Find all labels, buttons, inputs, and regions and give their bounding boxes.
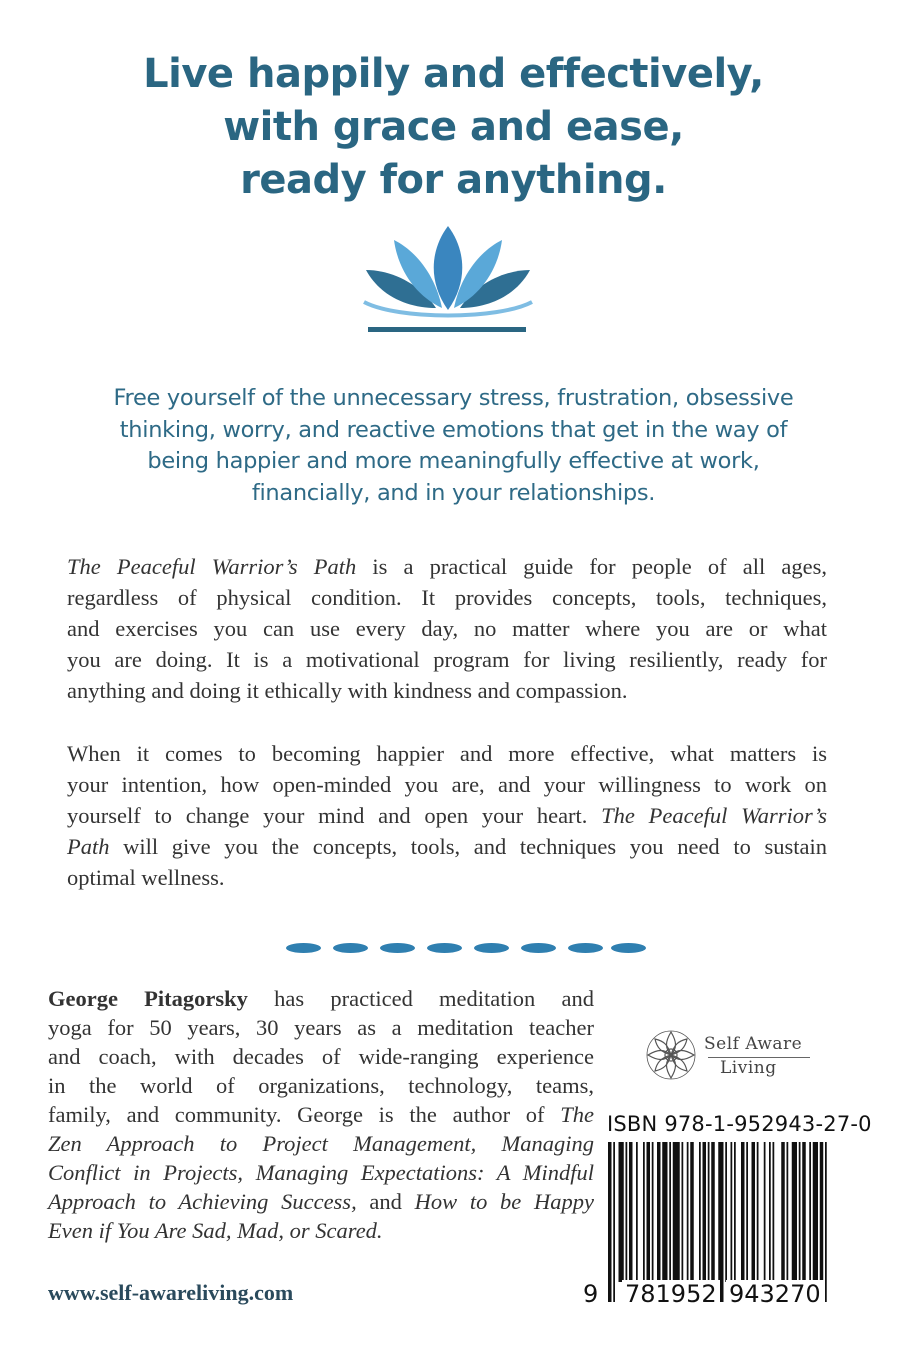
- bio-line-7: [48, 1158, 594, 1187]
- barcode-bar: [643, 1142, 645, 1282]
- bio-line-2: yoga for 50 years, 30 years as a meditation teacher: [48, 1015, 594, 1040]
- bio-line-1: [48, 984, 594, 1013]
- barcode-bar: [752, 1142, 756, 1282]
- intro-line-1: Free yourself of the unnecessary stress, frustration, obsessive: [113, 385, 794, 411]
- intro-text: [40, 383, 867, 509]
- bio-line-3: and coach, with decades of wide-ranging experience: [48, 1044, 594, 1069]
- barcode-bar: [820, 1142, 824, 1282]
- author-bio: [48, 984, 594, 1245]
- bio-titles: Zen Approach to Project Management, Managing: [48, 1131, 594, 1156]
- p2-line-4: [67, 831, 827, 862]
- barcode-bar: [626, 1142, 628, 1282]
- headline-line-1: Live happily and effectively,: [143, 51, 764, 97]
- p1-line-1: [67, 551, 827, 582]
- divider-dot: [474, 943, 509, 953]
- barcode-bar: [669, 1142, 671, 1282]
- bio-titles: Conflict in Projects, Managing Expectations: A Mindful: [48, 1160, 594, 1185]
- barcode-bar: [792, 1142, 797, 1282]
- barcode-bar: [652, 1142, 654, 1282]
- barcode-bar: [725, 1142, 727, 1282]
- publisher-logo: [640, 1024, 815, 1084]
- barcode-bar: [703, 1142, 707, 1282]
- p2-line-2: your intention, how open-minded you are, and your willingness to work on: [67, 772, 827, 797]
- barcode-bar: [662, 1142, 667, 1282]
- p1-line-4: you are doing. It is a motivational program for living resiliently, ready for: [67, 647, 827, 672]
- p2-line-4-text: will give you the concepts, tools, and techniques you need to sustain: [109, 834, 827, 859]
- website-url[interactable]: www.self-awareliving.com: [48, 1280, 294, 1305]
- book-title-end: Path: [67, 834, 110, 859]
- divider-dot: [521, 943, 556, 953]
- bio-line-4: in the world of organizations, technology, teams,: [48, 1073, 594, 1098]
- bio-line-5-text: family, and community. George is the author of: [48, 1102, 561, 1127]
- barcode-bar: [825, 1142, 827, 1302]
- bio-line-8-text: and: [356, 1189, 415, 1214]
- barcode-bar: [699, 1142, 701, 1282]
- barcode-bar: [731, 1142, 733, 1282]
- divider-dot: [611, 943, 646, 953]
- divider-dot: [427, 943, 462, 953]
- bio-line-8: [48, 1187, 594, 1216]
- barcode-bar: [781, 1142, 785, 1282]
- barcode-bar: [608, 1142, 612, 1302]
- barcode-bar: [687, 1142, 689, 1282]
- bio-title: Approach to Achieving Success,: [48, 1189, 357, 1214]
- barcode-bar: [773, 1142, 775, 1282]
- barcode-bar: [769, 1142, 771, 1282]
- barcode-bar: [711, 1142, 715, 1282]
- description-paragraph-1: [67, 551, 827, 706]
- bio-title: The: [560, 1102, 594, 1127]
- barcode-bar: [629, 1142, 633, 1282]
- barcode-bar: [682, 1142, 684, 1282]
- barcode-bar: [636, 1142, 638, 1282]
- bio-title: How to be Happy: [414, 1189, 594, 1214]
- barcode-bars: [608, 1142, 832, 1302]
- barcode-bar: [647, 1142, 651, 1282]
- barcode-bar: [757, 1142, 759, 1282]
- p2-line-3: [67, 800, 827, 831]
- intro-line-2: thinking, worry, and reactive emotions that get in the way of: [119, 416, 788, 443]
- barcode-digits-right: 943270: [726, 1280, 824, 1308]
- p2-line-3-text: yourself to change your mind and open your heart.: [67, 803, 602, 828]
- book-title: The Peaceful Warrior’s: [601, 803, 827, 828]
- barcode-bar: [787, 1142, 789, 1282]
- publisher-line-2: Living: [720, 1058, 777, 1078]
- publisher-line-1: Self Aware: [704, 1034, 803, 1054]
- bio-title: Even if You Are Sad, Mad, or Scared.: [48, 1218, 383, 1243]
- headline: [0, 48, 907, 207]
- divider-dot: [568, 943, 603, 953]
- bio-line-5: [48, 1100, 594, 1129]
- divider-dot: [286, 943, 321, 953]
- p2-line-1: When it comes to becoming happier and more effective, what matters is: [67, 741, 827, 766]
- isbn-label: ISBN 978-1-952943-27-0: [607, 1112, 872, 1136]
- book-title: The Peaceful Warrior’s Path: [67, 554, 357, 579]
- barcode-bar: [673, 1142, 680, 1282]
- headline-line-3: ready for anything.: [240, 157, 667, 203]
- headline-line-2: with grace and ease,: [223, 104, 684, 150]
- description-paragraph-2: [67, 738, 827, 893]
- p2-line-5: optimal wellness.: [67, 865, 225, 890]
- barcode-bar: [734, 1142, 736, 1282]
- intro-line-3: being happier and more meaningfully effective at work,: [147, 448, 760, 474]
- barcode-bar: [690, 1142, 694, 1282]
- publisher-name: [704, 1032, 802, 1080]
- barcode-bar: [657, 1142, 661, 1282]
- bio-line-9: [48, 1216, 594, 1245]
- barcode-digit-first: 9: [580, 1280, 601, 1308]
- barcode-bar: [799, 1142, 801, 1282]
- barcode-bar: [813, 1142, 818, 1282]
- barcode-bar: [809, 1142, 811, 1282]
- barcode-bar: [741, 1142, 745, 1282]
- barcode-bar: [802, 1142, 806, 1282]
- publisher-rule: [708, 1057, 810, 1058]
- mandala-icon: [644, 1028, 698, 1082]
- lotus-icon: [358, 226, 538, 338]
- barcode-bar: [746, 1142, 748, 1282]
- dot-divider: [286, 940, 646, 954]
- barcode-digits-left: 781952: [622, 1280, 720, 1308]
- intro-line-4: financially, and in your relationships.: [251, 479, 656, 506]
- bio-line-1-text: has practiced meditation and: [247, 986, 594, 1011]
- divider-dot: [333, 943, 368, 953]
- barcode-bar: [708, 1142, 710, 1282]
- p1-line-3: and exercises you can use every day, no matter where you are or what: [67, 616, 827, 641]
- divider-dot: [380, 943, 415, 953]
- bio-line-6: [48, 1129, 594, 1158]
- barcode-bar: [619, 1142, 624, 1282]
- p1-line-1-text: is a practical guide for people of all ages,: [356, 554, 827, 579]
- barcode-bar: [613, 1142, 615, 1302]
- p1-line-2: regardless of physical condition. It provides concepts, tools, techniques,: [67, 585, 827, 610]
- author-name: George Pitagorsky: [48, 986, 248, 1011]
- p1-line-5: anything and doing it ethically with kindness and compassion.: [67, 678, 628, 703]
- barcode-bar: [718, 1142, 723, 1302]
- barcode-bar: [764, 1142, 766, 1282]
